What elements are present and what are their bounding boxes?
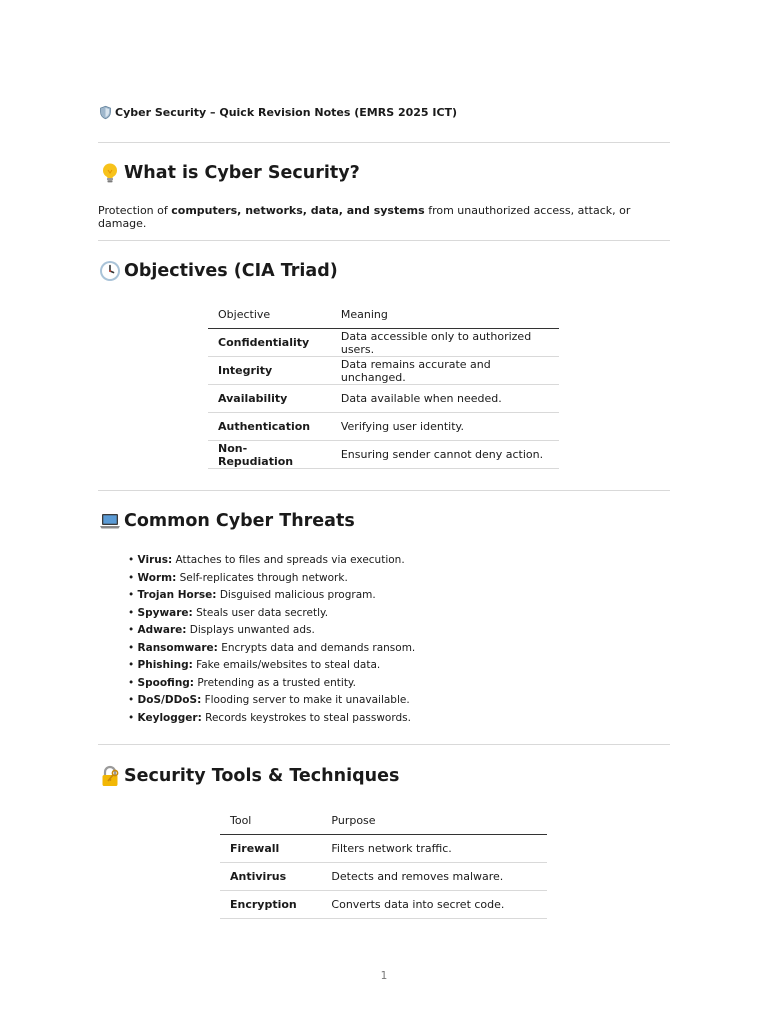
column-header: Tool	[220, 806, 321, 835]
threat-term: Ransomware:	[137, 641, 218, 654]
section-heading-text: Common Cyber Threats	[124, 511, 355, 531]
section-heading-threats	[98, 509, 355, 533]
list-item	[128, 657, 415, 675]
list-item	[128, 692, 415, 710]
column-header: Objective	[208, 300, 331, 329]
threat-desc: Attaches to files and spreads via execution.	[172, 554, 405, 566]
table-row	[208, 385, 559, 413]
section-heading-text: Security Tools & Techniques	[124, 766, 400, 786]
table-row	[220, 891, 547, 919]
definition-prefix: Protection of	[98, 204, 172, 217]
threat-term: Spoofing:	[137, 676, 195, 689]
objective-cell: Non-Repudiation	[208, 441, 331, 469]
divider	[98, 490, 670, 491]
meaning-cell: Data available when needed.	[331, 385, 559, 413]
column-header: Purpose	[321, 806, 547, 835]
light-bulb-icon	[98, 161, 122, 185]
section-heading-text: Objectives (CIA Triad)	[124, 261, 338, 281]
definition-suffix: from unauthorized access, attack, or damage.	[98, 204, 631, 230]
meaning-cell: Verifying user identity.	[331, 413, 559, 441]
purpose-cell: Filters network traffic.	[321, 835, 547, 863]
list-item	[128, 552, 415, 570]
threats-list	[128, 552, 415, 727]
tool-cell: Antivirus	[220, 863, 321, 891]
definition-bold: computers, networks, data, and systems	[171, 204, 425, 217]
definition-paragraph	[98, 204, 670, 230]
table-row	[220, 863, 547, 891]
clock-icon	[98, 259, 122, 283]
lock-with-key-icon	[98, 764, 122, 788]
objective-cell: Availability	[208, 385, 331, 413]
document-title-text: Cyber Security – Quick Revision Notes (EMRS 2025 ICT)	[115, 106, 458, 119]
section-heading-text: What is Cyber Security?	[124, 163, 360, 183]
table-row	[208, 357, 559, 385]
objective-cell: Authentication	[208, 413, 331, 441]
purpose-cell: Converts data into secret code.	[321, 891, 547, 919]
list-item	[128, 622, 415, 640]
laptop-icon	[98, 509, 122, 533]
threat-term: Spyware:	[137, 606, 193, 619]
list-item	[128, 570, 415, 588]
section-heading-objectives	[98, 259, 338, 283]
section-heading-what-is	[98, 161, 360, 185]
list-item	[128, 710, 415, 728]
threat-desc: Steals user data secretly.	[192, 606, 329, 619]
threat-term: Keylogger:	[137, 711, 202, 724]
threat-desc: Flooding server to make it unavailable.	[201, 694, 410, 706]
threat-desc: Records keystrokes to steal passwords.	[201, 711, 411, 724]
list-item	[128, 605, 415, 623]
meaning-cell: Data remains accurate and unchanged.	[331, 357, 559, 385]
table-header-row	[220, 806, 547, 835]
objective-cell: Confidentiality	[208, 329, 331, 357]
document-title	[98, 105, 457, 120]
threat-term: Worm:	[137, 571, 177, 584]
table-row	[220, 835, 547, 863]
threat-desc: Pretending as a trusted entity.	[194, 676, 356, 689]
divider	[98, 240, 670, 241]
tool-cell: Firewall	[220, 835, 321, 863]
tool-cell: Encryption	[220, 891, 321, 919]
shield-icon	[98, 105, 113, 120]
list-item	[128, 587, 415, 605]
objective-cell: Integrity	[208, 357, 331, 385]
threat-term: Phishing:	[137, 659, 193, 671]
tools-table	[220, 806, 547, 919]
list-item	[128, 640, 415, 658]
threat-desc: Displays unwanted ads.	[186, 624, 315, 636]
threat-term: DoS/DDoS:	[137, 694, 202, 706]
table-row	[208, 413, 559, 441]
column-header: Meaning	[331, 300, 559, 329]
threat-desc: Self-replicates through network.	[176, 571, 348, 584]
divider	[98, 142, 670, 143]
threat-term: Trojan Horse:	[137, 589, 217, 601]
table-header-row	[208, 300, 559, 329]
threat-term: Adware:	[137, 624, 187, 636]
page-number: 1	[380, 970, 388, 982]
purpose-cell: Detects and removes malware.	[321, 863, 547, 891]
threat-term: Virus:	[137, 554, 173, 566]
threat-desc: Disguised malicious program.	[216, 589, 376, 601]
table-row	[208, 329, 559, 357]
section-heading-tools	[98, 764, 399, 788]
objectives-table	[208, 300, 559, 469]
threat-desc: Encrypts data and demands ransom.	[217, 641, 416, 654]
list-item	[128, 675, 415, 693]
meaning-cell: Data accessible only to authorized users.	[331, 329, 559, 357]
meaning-cell: Ensuring sender cannot deny action.	[331, 441, 559, 469]
threat-desc: Fake emails/websites to steal data.	[192, 659, 381, 671]
divider	[98, 744, 670, 745]
table-row	[208, 441, 559, 469]
